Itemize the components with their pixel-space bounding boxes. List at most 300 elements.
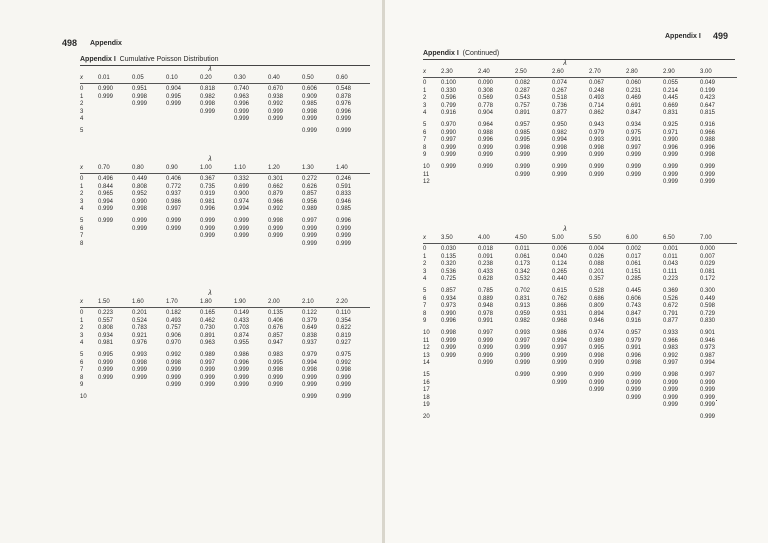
- probability-cell: 0.959: [515, 310, 531, 317]
- probability-cell: 0.808: [98, 325, 114, 332]
- probability-cell: 0.445: [626, 287, 642, 294]
- probability-cell: 0.999: [336, 393, 352, 400]
- probability-cell: 0.449: [132, 176, 148, 182]
- x-column-header: x: [80, 74, 83, 81]
- probability-cell: 0.997: [552, 345, 568, 352]
- title-rule: [423, 59, 735, 60]
- lambda-header-row: [80, 298, 370, 308]
- probability-cell: 0.011: [663, 253, 678, 260]
- probability-cell: 0.799: [441, 102, 457, 109]
- probability-cell: 0.354: [336, 317, 352, 324]
- lambda-value: 6.50: [663, 234, 675, 241]
- probability-cell: 0.999: [166, 101, 182, 108]
- probability-cell: 0.999: [268, 374, 284, 381]
- probability-cell: 0.997: [515, 337, 531, 344]
- probability-cell: 0.946: [336, 198, 352, 205]
- probability-cell: 0.736: [552, 102, 568, 109]
- probability-cell: 0.165: [200, 310, 216, 316]
- probability-cell: 0.999: [700, 379, 716, 386]
- probability-cell: 0.931: [552, 310, 568, 317]
- probability-cell: 0.999: [700, 179, 716, 186]
- x-value: 1: [80, 317, 84, 324]
- probability-cell: 0.996: [234, 359, 250, 366]
- page-number: 499: [713, 31, 729, 41]
- probability-cell: 0.966: [700, 129, 716, 136]
- lambda-header-row: [423, 68, 737, 78]
- table-row: [423, 387, 737, 395]
- probability-cell: 0.999: [200, 382, 216, 389]
- probability-cell: 0.999: [268, 116, 284, 123]
- probability-cell: 0.999: [166, 382, 182, 389]
- probability-cell: 0.999: [302, 374, 318, 381]
- probability-cell: 0.975: [336, 351, 352, 358]
- probability-cell: 0.998: [132, 93, 148, 100]
- probability-cell: 0.947: [268, 340, 284, 347]
- probability-cell: 0.999: [132, 374, 148, 381]
- probability-cell: 0.026: [589, 253, 605, 260]
- x-value: 8: [423, 144, 427, 151]
- table-row: [423, 402, 737, 410]
- probability-cell: 0.997: [626, 144, 642, 151]
- probability-cell: 0.110: [336, 310, 351, 316]
- probability-cell: 0.999: [626, 371, 642, 378]
- probability-cell: 0.088: [589, 261, 605, 268]
- title-text: (Continued): [462, 50, 500, 57]
- probability-cell: 0.367: [200, 176, 216, 182]
- probability-cell: 0.999: [515, 171, 531, 178]
- probability-cell: 0.238: [478, 261, 494, 268]
- probability-cell: 0.122: [302, 310, 318, 316]
- x-value: 6: [80, 359, 84, 366]
- probability-cell: 0.999: [234, 233, 250, 240]
- probability-cell: 0.996: [478, 137, 494, 144]
- table-row: [423, 311, 737, 319]
- probability-cell: [441, 402, 478, 410]
- probability-cell: 0.997: [302, 217, 318, 224]
- probability-cell: 0.543: [515, 95, 531, 102]
- probability-cell: 0.975: [626, 129, 642, 136]
- probability-cell: 0.000: [700, 246, 716, 252]
- probability-cell: 0.938: [268, 93, 284, 100]
- probability-cell: 0.357: [589, 276, 605, 283]
- probability-cell: 0.300: [700, 287, 716, 294]
- probability-cell: 0.999: [98, 374, 114, 381]
- x-value: 4: [80, 206, 84, 213]
- lambda-value: 2.60: [552, 68, 564, 75]
- probability-cell: 0.973: [441, 303, 457, 310]
- probability-cell: [132, 109, 166, 117]
- probability-cell: 0.999: [234, 217, 250, 224]
- probability-cell: 0.999: [302, 116, 318, 123]
- probability-cell: 0.532: [515, 276, 531, 283]
- probability-cell: 0.124: [552, 261, 568, 268]
- probability-cell: 0.992: [268, 101, 284, 108]
- probability-cell: [515, 387, 552, 395]
- table-row: [423, 269, 737, 277]
- probability-cell: [268, 241, 302, 249]
- table-row: [423, 261, 737, 269]
- probability-cell: 0.950: [552, 121, 568, 128]
- probability-cell: [166, 233, 200, 241]
- lambda-value: 0.30: [234, 74, 246, 81]
- probability-cell: 0.606: [626, 295, 642, 302]
- table-row: [80, 101, 370, 109]
- probability-cell: 0.246: [336, 176, 352, 182]
- probability-cell: [478, 414, 515, 422]
- x-value: 6: [80, 225, 84, 232]
- probability-cell: 0.997: [478, 329, 494, 336]
- probability-cell: 0.994: [552, 337, 568, 344]
- x-value: 4: [423, 276, 427, 283]
- x-value: 11: [423, 337, 430, 344]
- probability-cell: 0.030: [441, 246, 457, 252]
- lambda-label: λ: [563, 60, 567, 67]
- poisson-block-2: [80, 164, 370, 248]
- lambda-header-row: [80, 164, 370, 174]
- probability-cell: [441, 395, 478, 403]
- probability-cell: 0.757: [515, 102, 531, 109]
- x-value: 0: [80, 310, 84, 316]
- lambda-value: 0.50: [302, 74, 314, 81]
- x-value: 9: [423, 152, 427, 159]
- probability-cell: 0.994: [700, 360, 716, 367]
- probability-cell: 0.999: [515, 345, 531, 352]
- probability-cell: 0.999: [478, 345, 494, 352]
- probability-cell: 0.999: [268, 382, 284, 389]
- probability-cell: 0.998: [663, 371, 679, 378]
- probability-cell: 0.989: [589, 337, 605, 344]
- probability-cell: 0.963: [200, 340, 216, 347]
- probability-cell: 0.998: [268, 367, 284, 374]
- table-row: [80, 325, 370, 333]
- probability-cell: 0.991: [478, 318, 494, 325]
- probability-cell: 0.998: [515, 144, 531, 151]
- probability-cell: [98, 394, 132, 402]
- probability-cell: 0.994: [302, 359, 318, 366]
- table-row: [80, 94, 370, 102]
- probability-cell: 0.995: [166, 93, 182, 100]
- probability-cell: 0.462: [200, 317, 216, 324]
- table-row: [423, 172, 737, 180]
- probability-cell: 0.974: [234, 198, 250, 205]
- probability-cell: 0.974: [589, 329, 605, 336]
- probability-cell: 0.999: [268, 225, 284, 232]
- probability-cell: [441, 179, 478, 187]
- table-row: [423, 122, 737, 130]
- table-row: [80, 375, 370, 383]
- table-row: [423, 130, 737, 138]
- probability-cell: 0.877: [663, 318, 679, 325]
- lambda-value: 4.00: [478, 234, 490, 241]
- table-row: [80, 176, 370, 184]
- probability-cell: 0.830: [700, 318, 716, 325]
- probability-cell: 0.990: [98, 86, 114, 92]
- probability-cell: 0.999: [302, 393, 318, 400]
- x-value: 10: [423, 163, 430, 170]
- probability-cell: 0.672: [663, 303, 679, 310]
- probability-cell: 0.990: [441, 310, 457, 317]
- table-row: [423, 179, 737, 187]
- x-value: 6: [423, 295, 427, 302]
- table-row: [423, 338, 737, 346]
- probability-cell: 0.993: [589, 137, 605, 144]
- probability-cell: 0.998: [268, 217, 284, 224]
- probability-cell: 0.857: [302, 191, 318, 198]
- probability-cell: 0.998: [589, 144, 605, 151]
- probability-cell: 0.231: [626, 87, 642, 94]
- probability-cell: 0.649: [302, 325, 318, 332]
- probability-cell: 0.992: [166, 351, 182, 358]
- probability-cell: [200, 116, 234, 124]
- probability-cell: [552, 402, 589, 410]
- probability-cell: 0.998: [626, 360, 642, 367]
- probability-cell: 0.999: [552, 379, 568, 386]
- probability-cell: 0.999: [552, 152, 568, 159]
- probability-cell: 0.985: [336, 206, 352, 213]
- probability-cell: 0.999: [700, 171, 716, 178]
- probability-cell: 0.904: [478, 110, 494, 117]
- probability-cell: 0.999: [166, 367, 182, 374]
- probability-cell: 0.934: [626, 121, 642, 128]
- x-value: 13: [423, 352, 430, 359]
- table-row: [423, 303, 737, 311]
- probability-cell: 0.173: [515, 261, 531, 268]
- probability-cell: 0.267: [552, 87, 568, 94]
- probability-cell: 0.004: [589, 246, 605, 252]
- probability-cell: 0.999: [515, 152, 531, 159]
- probability-cell: 0.996: [336, 217, 352, 224]
- probability-cell: [98, 226, 132, 234]
- probability-cell: 0.981: [200, 198, 216, 205]
- probability-cell: [200, 128, 234, 136]
- probability-cell: 0.135: [441, 253, 457, 260]
- probability-cell: 0.320: [441, 261, 457, 268]
- probability-cell: [589, 402, 626, 410]
- x-column-header: x: [80, 298, 83, 305]
- probability-cell: 0.997: [663, 360, 679, 367]
- probability-cell: 0.970: [441, 121, 457, 128]
- probability-cell: 0.989: [200, 351, 216, 358]
- probability-cell: 0.999: [626, 379, 642, 386]
- x-value: 2: [80, 101, 84, 108]
- probability-cell: 0.287: [515, 87, 531, 94]
- probability-cell: [478, 372, 515, 380]
- table-title: [80, 56, 219, 63]
- probability-cell: 0.740: [234, 86, 250, 92]
- x-value: 7: [423, 137, 427, 144]
- probability-cell: [441, 172, 478, 180]
- probability-cell: [441, 372, 478, 380]
- probability-cell: [441, 360, 478, 368]
- probability-cell: 0.973: [700, 345, 716, 352]
- probability-cell: 0.703: [234, 325, 250, 332]
- x-column-header: x: [423, 234, 426, 241]
- probability-cell: 0.061: [515, 253, 531, 260]
- lambda-label: λ: [208, 156, 212, 163]
- probability-cell: 0.999: [98, 206, 114, 213]
- probability-cell: 0.223: [663, 276, 679, 283]
- probability-cell: 0.999: [478, 360, 494, 367]
- probability-cell: 0.999: [234, 382, 250, 389]
- lambda-value: 2.10: [302, 298, 314, 305]
- probability-cell: 0.999: [700, 413, 716, 420]
- probability-cell: 0.999: [234, 367, 250, 374]
- probability-cell: 0.223: [98, 310, 114, 316]
- probability-cell: 0.981: [98, 340, 114, 347]
- table-row: [80, 318, 370, 326]
- probability-cell: 0.182: [166, 310, 182, 316]
- probability-cell: [166, 116, 200, 124]
- probability-cell: 0.999: [663, 379, 679, 386]
- lambda-label: λ: [208, 290, 212, 297]
- probability-cell: 0.001: [663, 246, 679, 252]
- probability-cell: [626, 179, 663, 187]
- probability-cell: 0.067: [589, 80, 605, 86]
- probability-cell: 0.043: [663, 261, 679, 268]
- probability-cell: 0.997: [166, 206, 182, 213]
- table-row: [423, 164, 737, 172]
- probability-cell: 0.983: [268, 351, 284, 358]
- probability-cell: 0.904: [166, 86, 182, 92]
- probability-cell: [515, 402, 552, 410]
- probability-cell: [98, 101, 132, 109]
- probability-cell: [132, 394, 166, 402]
- table-row: [80, 191, 370, 199]
- table-row: [80, 382, 370, 390]
- x-value: 5: [80, 351, 84, 358]
- probability-cell: 0.999: [663, 163, 679, 170]
- probability-cell: 0.999: [515, 360, 531, 367]
- probability-cell: 0.999: [336, 382, 352, 389]
- probability-cell: 0.999: [200, 374, 216, 381]
- probability-cell: 0.968: [552, 318, 568, 325]
- probability-cell: 0.999: [589, 387, 605, 394]
- poisson-block-1: [80, 74, 370, 136]
- probability-cell: 0.449: [700, 295, 716, 302]
- probability-cell: 0.999: [663, 394, 679, 401]
- probability-cell: 0.006: [552, 246, 568, 252]
- poisson-block-5: [423, 234, 737, 421]
- table-row: [423, 353, 737, 361]
- table-row: [80, 184, 370, 192]
- lambda-value: 4.50: [515, 234, 527, 241]
- probability-cell: 0.423: [700, 95, 716, 102]
- probability-cell: 0.999: [441, 337, 457, 344]
- probability-cell: 0.999: [234, 225, 250, 232]
- probability-cell: 0.986: [552, 329, 568, 336]
- probability-cell: 0.995: [268, 359, 284, 366]
- probability-cell: 0.999: [166, 374, 182, 381]
- probability-cell: 0.951: [132, 86, 148, 92]
- x-value: 10: [423, 329, 430, 336]
- probability-cell: 0.406: [166, 176, 182, 182]
- probability-cell: 0.976: [336, 101, 352, 108]
- probability-cell: 0.999: [663, 152, 679, 159]
- probability-cell: 0.946: [700, 337, 716, 344]
- x-value: 8: [80, 240, 84, 247]
- probability-cell: 0.999: [441, 144, 457, 151]
- probability-cell: 0.998: [132, 359, 148, 366]
- table-row: [80, 116, 370, 124]
- table-row: [423, 110, 737, 118]
- probability-cell: 0.999: [589, 171, 605, 178]
- probability-cell: 0.999: [302, 233, 318, 240]
- probability-cell: 0.831: [663, 110, 679, 117]
- probability-cell: 0.999: [98, 359, 114, 366]
- probability-cell: 0.622: [336, 325, 352, 332]
- table-row: [423, 246, 737, 254]
- probability-cell: 0.999: [589, 163, 605, 170]
- probability-cell: 0.889: [478, 295, 494, 302]
- table-row: [423, 318, 737, 326]
- probability-cell: [663, 414, 700, 422]
- probability-cell: 0.998: [132, 206, 148, 213]
- probability-cell: [234, 394, 268, 402]
- probability-cell: 0.536: [441, 268, 457, 275]
- probability-cell: 0.983: [663, 345, 679, 352]
- x-value: 12: [423, 345, 430, 352]
- probability-cell: 0.999: [336, 233, 352, 240]
- probability-cell: 0.999: [700, 402, 716, 409]
- probability-cell: 0.496: [98, 176, 114, 182]
- probability-cell: 0.662: [268, 183, 284, 190]
- probability-cell: 0.548: [336, 86, 352, 92]
- x-value: 6: [423, 129, 427, 136]
- probability-cell: [478, 380, 515, 388]
- probability-cell: 0.757: [166, 325, 182, 332]
- probability-cell: 0.997: [200, 359, 216, 366]
- probability-cell: 0.990: [663, 137, 679, 144]
- x-value: 7: [423, 303, 427, 310]
- probability-cell: 0.999: [98, 217, 114, 224]
- probability-cell: 0.151: [626, 268, 642, 275]
- lambda-value: 1.20: [268, 164, 280, 171]
- probability-cell: 0.998: [200, 101, 216, 108]
- probability-cell: 0.909: [302, 93, 318, 100]
- title-text: Cumulative Poisson Distribution: [119, 56, 219, 63]
- table-row: [423, 360, 737, 368]
- table-row: [423, 103, 737, 111]
- probability-cell: 0.999: [336, 240, 352, 247]
- probability-cell: 0.927: [336, 340, 352, 347]
- probability-cell: 0.991: [626, 345, 642, 352]
- x-value: 0: [423, 246, 427, 252]
- probability-cell: 0.999: [552, 163, 568, 170]
- probability-cell: 0.999: [663, 171, 679, 178]
- probability-cell: 0.818: [200, 86, 216, 92]
- lambda-value: 2.70: [589, 68, 601, 75]
- probability-cell: 0.993: [515, 329, 531, 336]
- lambda-value: 2.00: [268, 298, 280, 305]
- lambda-value: 0.60: [336, 74, 348, 81]
- probability-cell: 0.891: [515, 110, 531, 117]
- probability-cell: 0.925: [663, 121, 679, 128]
- probability-cell: 0.891: [200, 332, 216, 339]
- lambda-value: 5.50: [589, 234, 601, 241]
- probability-cell: 0.526: [663, 295, 679, 302]
- probability-cell: 0.111: [663, 268, 678, 275]
- probability-cell: 0.518: [552, 95, 568, 102]
- probability-cell: 0.406: [268, 317, 284, 324]
- probability-cell: 0.998: [441, 329, 457, 336]
- probability-cell: 0.862: [589, 110, 605, 117]
- probability-cell: 0.989: [302, 206, 318, 213]
- probability-cell: 0.201: [589, 268, 605, 275]
- probability-cell: 0.978: [478, 310, 494, 317]
- probability-cell: 0.783: [132, 325, 148, 332]
- probability-cell: 0.986: [234, 351, 250, 358]
- probability-cell: [441, 387, 478, 395]
